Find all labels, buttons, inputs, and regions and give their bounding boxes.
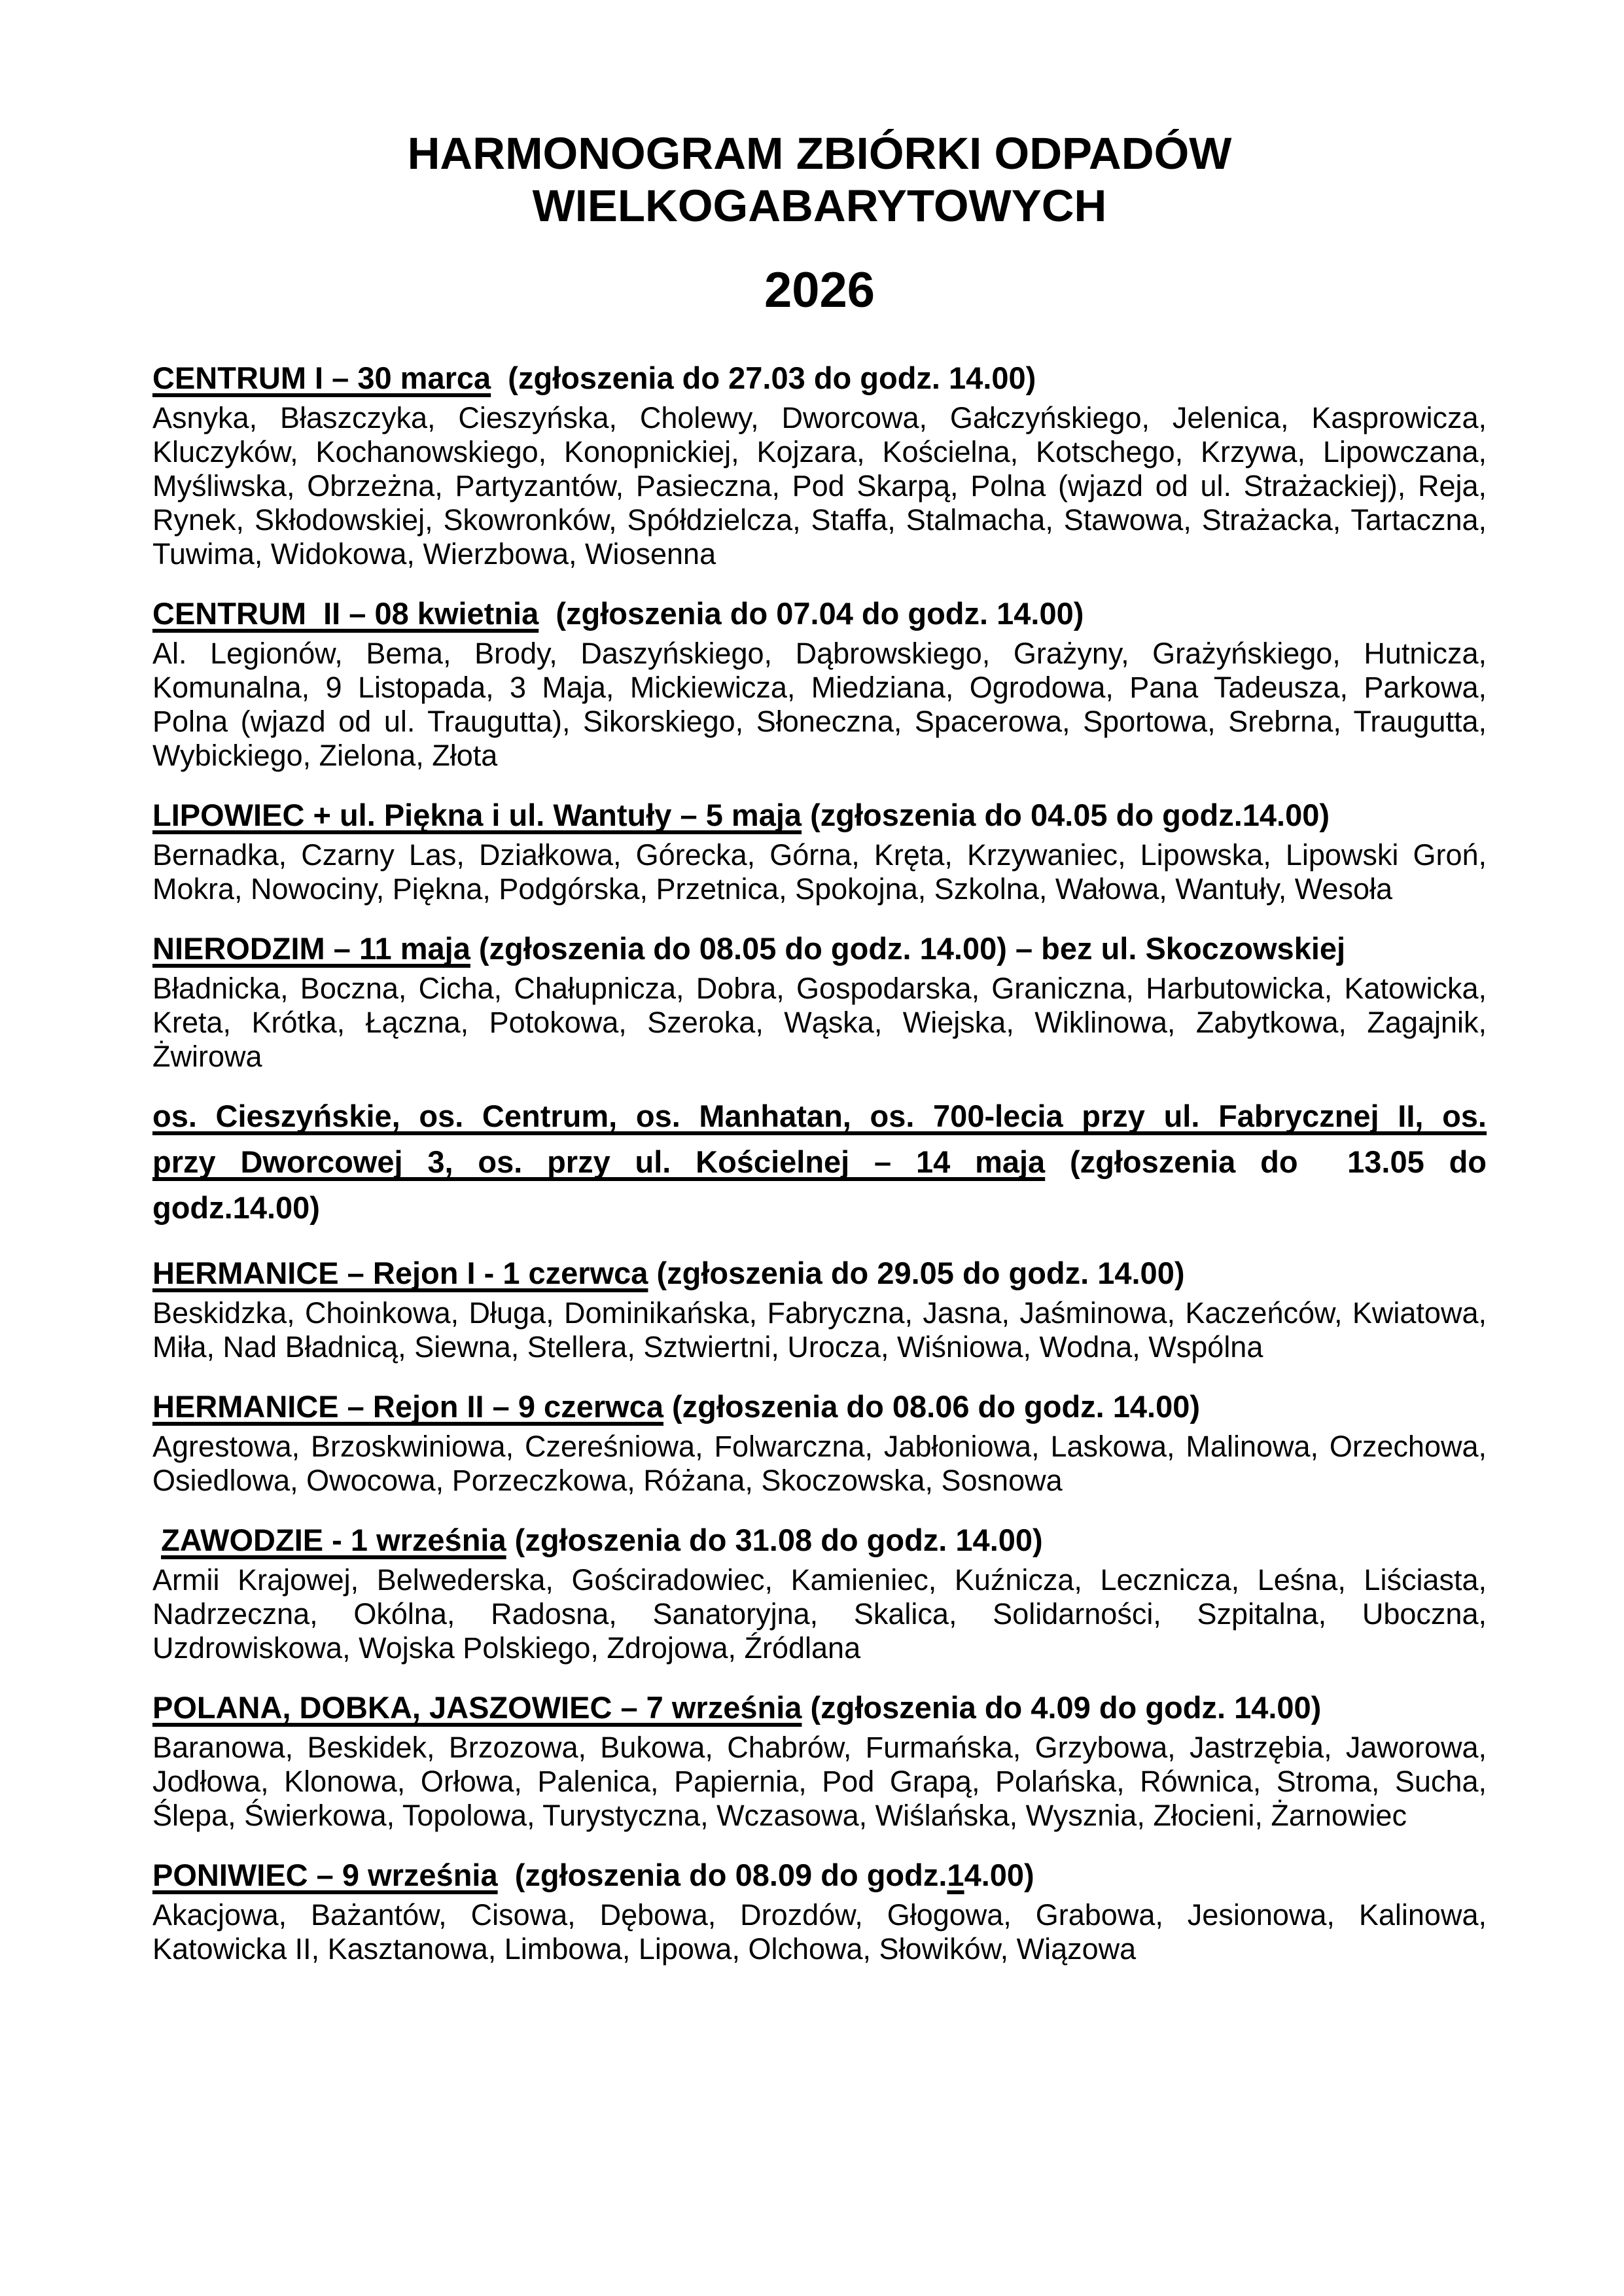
heading-note-underlined-digit: 1 [947,1858,964,1892]
heading-note: (zgłoszenia do 08.06 do godz. 14.00) [663,1389,1201,1424]
heading-line-1 [152,1093,1487,1139]
heading-line-3 [152,1185,1487,1231]
section-streets: Akacjowa, Bażantów, Cisowa, Dębowa, Drozdów, Głogowa, Grabowa, Jesionowa, Kalinowa, Katowicka II, Kasztanowa, Limbowa, Lipowa, Olchowa, Słowików, Wiązowa [152,1898,1487,1966]
section-heading [152,792,1487,838]
section-heading [152,355,1487,401]
heading-lead-space [152,1523,161,1557]
heading-note: (zgłoszenia do 13.05 do [1045,1144,1487,1179]
heading-area-date: PONIWIEC – 9 września [152,1858,498,1892]
heading-note: (zgłoszenia do 04.05 do godz.14.00) [802,798,1330,832]
heading-note: (zgłoszenia do 07.04 do godz. 14.00) [538,596,1084,631]
heading-note-tail: 4.00) [964,1858,1034,1892]
section-centrum-ii [152,591,1487,773]
section-streets: Armii Krajowej, Belwederska, Gościradowiec, Kamieniec, Kuźnicza, Lecznicza, Leśna, Liściasta, Nadrzeczna, Okólna, Radosna, Sanatoryjna, Skalica, Solidarności, Szpitalna, Uboczna, Uzdrowiskowa, Wojska Polskiego, Zdrojowa, Źródlana [152,1563,1487,1665]
section-streets: Beskidzka, Choinkowa, Długa, Dominikańska, Fabryczna, Jasna, Jaśminowa, Kaczeńców, Kwiatowa, Miła, Nad Bładnicą, Siewna, Stellera, Sztwiertni, Urocza, Wiśniowa, Wodna, Wspólna [152,1296,1487,1364]
section-streets: Agrestowa, Brzoskwiniowa, Czereśniowa, Folwarczna, Jabłoniowa, Laskowa, Malinowa, Orzechowa, Osiedlowa, Owocowa, Porzeczkowa, Różana, Skoczowska, Sosnowa [152,1430,1487,1497]
section-heading [152,591,1487,637]
section-streets: Bernadka, Czarny Las, Działkowa, Górecka, Górna, Kręta, Krzywaniec, Lipowska, Lipowski Groń, Mokra, Nowociny, Piękna, Podgórska, Przetnica, Spokojna, Szkolna, Wałowa, Wantuły, Wesoła [152,838,1487,906]
section-heading [152,1384,1487,1430]
heading-area-date: POLANA, DOBKA, JASZOWIEC – 7 września [152,1690,802,1725]
heading-note: (zgłoszenia do 08.09 do godz. [497,1858,947,1892]
section-centrum-i [152,355,1487,571]
section-osiedla [152,1093,1487,1231]
section-heading [152,926,1487,972]
section-nierodzim [152,926,1487,1074]
heading-area-date: HERMANICE – Rejon I - 1 czerwca [152,1256,648,1290]
section-zawodzie [152,1517,1487,1665]
section-poniwiec [152,1852,1487,1966]
document-title-line-2: WIELKOGABARYTOWYCH [532,181,1107,231]
section-heading [152,1517,1487,1563]
heading-area-date: CENTRUM II – 08 kwietnia [152,596,539,631]
heading-line-2 [152,1139,1487,1185]
document-year: 2026 [764,262,875,318]
heading-area-date: NIERODZIM – 11 maja [152,931,470,966]
heading-note: (zgłoszenia do 31.08 do godz. 14.00) [506,1523,1043,1557]
heading-area-date: CENTRUM I – 30 marca [152,361,491,395]
section-heading [152,1852,1487,1898]
section-lipowiec [152,792,1487,906]
section-streets: Bładnicka, Boczna, Cicha, Chałupnicza, Dobra, Gospodarska, Graniczna, Harbutowicka, Katowicka, Kreta, Krótka, Łączna, Potokowa, Szeroka, Wąska, Wiejska, Wiklinowa, Zabytkowa, Zagajnik, Żwirowa [152,972,1487,1073]
heading-area-date: przy Dworcowej 3, os. przy ul. Kościelnej – 14 maja [152,1144,1046,1179]
section-heading [152,1685,1487,1731]
heading-note: (zgłoszenia do 4.09 do godz. 14.00) [802,1690,1322,1725]
heading-note: (zgłoszenia do 08.05 do godz. 14.00) – bez ul. Skoczowskiej [470,931,1346,966]
section-hermanice-rejon-i [152,1250,1487,1364]
section-streets: Asnyka, Błaszczyka, Cieszyńska, Cholewy, Dworcowa, Gałczyńskiego, Jelenica, Kasprowicza, Kluczyków, Kochanowskiego, Konopnickiej, Kojzara, Kościelna, Kotschego, Krzywa, Lipowczana, Myśliwska, Obrzeżna, Partyzantów, Pasieczna, Pod Skarpą, Polna (wjazd od ul. Strażackiej), Reja, Rynek, Skłodowskiej, Skowronków, Spółdzielcza, Staffa, Stalmacha, Stawowa, Strażacka, Tartaczna, Tuwima, Widokowa, Wierzbowa, Wiosenna [152,401,1487,571]
document-title-line-1: HARMONOGRAM ZBIÓRKI ODPADÓW [407,128,1232,179]
section-streets: Al. Legionów, Bema, Brody, Daszyńskiego, Dąbrowskiego, Grażyny, Grażyńskiego, Hutnicza, Komunalna, 9 Listopada, 3 Maja, Mickiewicza, Miedziana, Ogrodowa, Pana Tadeusza, Parkowa, Polna (wjazd od ul. Traugutta), Sikorskiego, Słoneczna, Spacerowa, Sportowa, Srebrna, Traugutta, Wybickiego, Zielona, Złota [152,637,1487,772]
section-hermanice-rejon-ii [152,1384,1487,1498]
heading-area-date: os. Cieszyńskie, os. Centrum, os. Manhatan, os. 700-lecia przy ul. Fabrycznej II, os. [152,1099,1487,1133]
heading-area-date: HERMANICE – Rejon II – 9 czerwca [152,1389,663,1424]
heading-note: godz.14.00) [152,1190,320,1225]
heading-note: (zgłoszenia do 27.03 do godz. 14.00) [491,361,1036,395]
section-polana-dobka-jaszowiec [152,1685,1487,1833]
section-streets: Baranowa, Beskidek, Brzozowa, Bukowa, Chabrów, Furmańska, Grzybowa, Jastrzębia, Jaworowa, Jodłowa, Klonowa, Orłowa, Palenica, Papiernia, Pod Grapą, Polańska, Równica, Stroma, Sucha, Ślepa, Świerkowa, Topolowa, Turystyczna, Wczasowa, Wiślańska, Wysznia, Złocieni, Żarnowiec [152,1731,1487,1832]
heading-area-date: ZAWODZIE - 1 września [161,1523,506,1557]
section-heading [152,1250,1487,1296]
heading-note: (zgłoszenia do 29.05 do godz. 14.00) [648,1256,1185,1290]
heading-area-date: LIPOWIEC + ul. Piękna i ul. Wantuły – 5 maja [152,798,802,832]
